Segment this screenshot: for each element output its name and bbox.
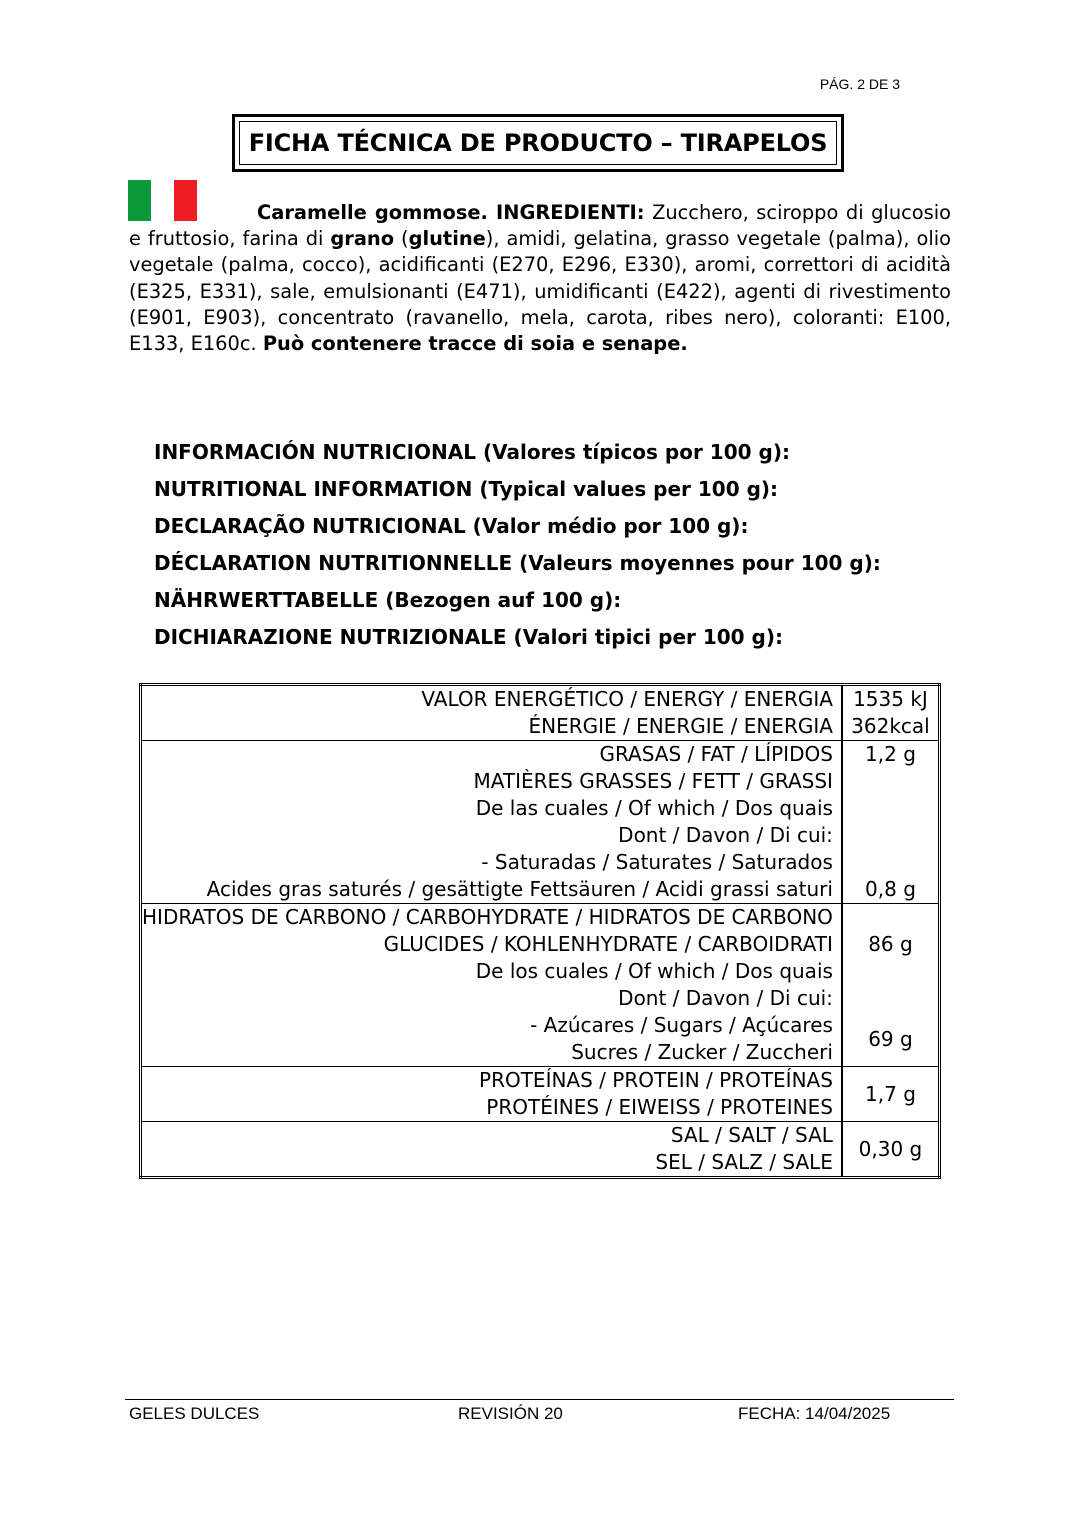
carbohydrate-value [842, 904, 940, 1067]
ingredients-text: e fruttosio, farina di [129, 227, 331, 251]
ingredients-text: ( [394, 227, 409, 251]
nutrition-table [139, 683, 941, 1179]
page-number: PÁG. 2 DE 3 [819, 76, 900, 92]
energy-label [141, 685, 842, 741]
row-label-line: PROTEÍNAS / PROTEIN / PROTEÍNAS [479, 1068, 833, 1092]
sugars-value: 69 g [868, 1027, 913, 1051]
carbohydrate-total-value: 86 g [868, 932, 913, 956]
energy-value [842, 685, 940, 741]
product-name-label: Caramelle gommose. INGREDIENTI: [257, 201, 645, 224]
ingredients-line-5: (E901, E903), concentrato (ravanello, mela, carota, ribes nero), coloranti: E100, [129, 305, 951, 329]
heading-it: DICHIARAZIONE NUTRIZIONALE (Valori tipici per 100 g): [154, 625, 783, 649]
row-label-line: VALOR ENERGÉTICO / ENERGY / ENERGIA [421, 687, 833, 711]
carbohydrate-row [141, 904, 940, 1067]
row-label-line: Dont / Davon / Di cui: [618, 823, 833, 847]
title-box [232, 114, 844, 172]
heading-es: INFORMACIÓN NUTRICIONAL (Valores típicos por 100 g): [154, 440, 790, 464]
ingredients-line-2 [129, 226, 951, 252]
footer-product-family: GELES DULCES [129, 1404, 260, 1423]
footer-revision: REVISIÓN 20 [458, 1404, 563, 1423]
fat-values [843, 741, 938, 903]
row-label-line: GLUCIDES / KOHLENHYDRATE / CARBOIDRATI [383, 932, 833, 956]
fat-label [141, 741, 842, 904]
carbohydrate-values [843, 917, 938, 1053]
saturates-value: 0,8 g [865, 877, 916, 901]
protein-value: 1,7 g [842, 1067, 940, 1122]
heading-pt: DECLARAÇÃO NUTRICIONAL (Valor médio por 100 g): [154, 514, 749, 538]
ingredients-text: ), amidi, gelatina, grasso vegetale (palma), olio [485, 227, 951, 251]
row-label-line: De los cuales / Of which / Dos quais [475, 959, 833, 983]
row-label-line: MATIÈRES GRASSES / FETT / GRASSI [473, 769, 833, 793]
nutrition-headings [154, 434, 881, 656]
ingredients-line-4: (E325, E331), sale, emulsionanti (E471), umidificanti (E422), agenti di rivestimento [129, 279, 951, 303]
row-label-line: ÉNERGIE / ENERGIE / ENERGIA [528, 714, 833, 738]
fat-row [141, 741, 940, 904]
row-label-line: PROTÉINES / EIWEISS / PROTEINES [486, 1095, 833, 1119]
ingredients-text: Zucchero, sciroppo di glucosio [644, 201, 951, 224]
row-label-line: - Saturadas / Saturates / Saturados [481, 850, 833, 874]
ingredients-line-1 [129, 200, 951, 226]
salt-label [141, 1122, 842, 1178]
footer-date: FECHA: 14/04/2025 [738, 1404, 891, 1423]
heading-fr: DÉCLARATION NUTRITIONNELLE (Valeurs moyennes pour 100 g): [154, 551, 881, 575]
row-label-line: Acides gras saturés / gesättigte Fettsäuren / Acidi grassi saturi [206, 877, 833, 901]
ingredients-line-3: vegetale (palma, cocco), acidificanti (E270, E296, E330), aromi, correttori di acidità [129, 253, 951, 277]
allergen-glutine: glutine [408, 227, 486, 251]
energy-kcal: 362kcal [851, 714, 930, 738]
salt-value: 0,30 g [842, 1122, 940, 1178]
heading-de: NÄHRWERTTABELLE (Bezogen auf 100 g): [154, 588, 622, 612]
row-label-line: Dont / Davon / Di cui: [618, 986, 833, 1010]
allergen-grano: grano [330, 227, 395, 251]
row-label-line: - Azúcares / Sugars / Açúcares [530, 1013, 833, 1037]
row-label-line: SAL / SALT / SAL [670, 1123, 833, 1147]
document-title: FICHA TÉCNICA DE PRODUCTO – TIRAPELOS [239, 121, 837, 165]
ingredients-line-6 [129, 331, 951, 357]
row-label-line: Sucres / Zucker / Zuccheri [571, 1040, 833, 1064]
fat-value [842, 741, 940, 904]
energy-row [141, 685, 940, 741]
salt-row [141, 1122, 940, 1178]
ingredients-text: E133, E160c. [129, 331, 263, 355]
row-label-line: De las cuales / Of which / Dos quais [475, 796, 833, 820]
footer-divider [125, 1399, 954, 1400]
row-label-line: GRASAS / FAT / LÍPIDOS [599, 742, 833, 766]
carbohydrate-label [141, 904, 842, 1067]
may-contain-warning: Può contenere tracce di soia e senape. [262, 331, 688, 355]
heading-en: NUTRITIONAL INFORMATION (Typical values per 100 g): [154, 477, 779, 501]
row-label-line: HIDRATOS DE CARBONO / CARBOHYDRATE / HIDRATOS DE CARBONO [142, 905, 833, 929]
fat-total-value: 1,2 g [865, 742, 916, 766]
protein-row [141, 1067, 940, 1122]
ingredients-paragraph [129, 200, 951, 357]
energy-values [843, 686, 938, 740]
protein-label [141, 1067, 842, 1122]
energy-kj: 1535 kJ [853, 687, 928, 711]
row-label-line: SEL / SALZ / SALE [655, 1150, 833, 1174]
